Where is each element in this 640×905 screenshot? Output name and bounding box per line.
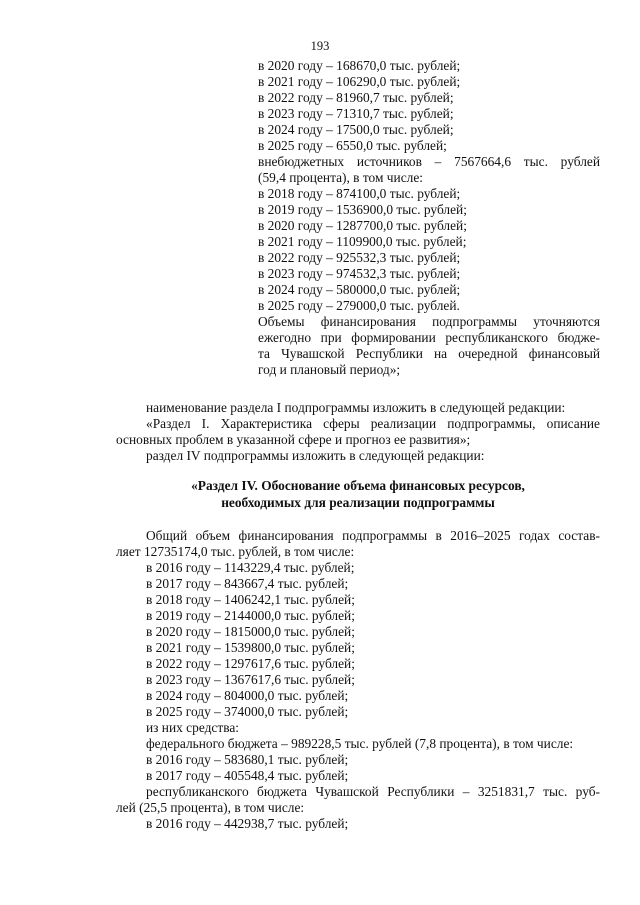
text-line: в 2025 году – 374000,0 тыс. рублей; (146, 704, 349, 719)
text-line: в 2021 году – 106290,0 тыс. рублей; (258, 74, 461, 89)
text-line: в 2022 году – 1297617,6 тыс. рублей; (146, 656, 355, 671)
heading-line: необходимых для реализации подпрограммы (221, 495, 495, 510)
text-line: в 2020 году – 1287700,0 тыс. рублей; (258, 218, 467, 233)
text-line: Объемы финансирования подпрограммы уточняются (258, 314, 600, 329)
text-line: год и плановый период»; (258, 362, 401, 377)
text-line: ляет 12735174,0 тыс. рублей, в том числе: (116, 544, 355, 559)
text-line: «Раздел I. Характеристика сферы реализации подпрограммы, описание (146, 416, 600, 431)
text-line: в 2016 году – 583680,1 тыс. рублей; (146, 752, 349, 767)
text-line: та Чувашской Республики на очередной финансовый (258, 346, 600, 361)
text-line: в 2017 году – 405548,4 тыс. рублей; (146, 768, 349, 783)
text-line: в 2024 году – 580000,0 тыс. рублей; (258, 282, 461, 297)
text-line: федерального бюджета – 989228,5 тыс. рублей (7,8 процента), в том числе: (146, 736, 574, 751)
text-line: в 2021 году – 1109900,0 тыс. рублей; (258, 234, 467, 249)
text-line: Общий объем финансирования подпрограммы в 2016–2025 годах состав- (146, 528, 600, 543)
text-line: в 2019 году – 1536900,0 тыс. рублей; (258, 202, 467, 217)
text-line: в 2018 году – 1406242,1 тыс. рублей; (146, 592, 355, 607)
text-line: республиканского бюджета Чувашской Республики – 3251831,7 тыс. руб- (146, 784, 600, 799)
text-line: в 2023 году – 71310,7 тыс. рублей; (258, 106, 454, 121)
page-number: 193 (310, 39, 330, 53)
text-line: в 2021 году – 1539800,0 тыс. рублей; (146, 640, 355, 655)
heading-line: «Раздел IV. Обоснование объема финансовых ресурсов, (191, 478, 525, 493)
text-line: в 2016 году – 1143229,4 тыс. рублей; (146, 560, 355, 575)
text-line: в 2024 году – 17500,0 тыс. рублей; (258, 122, 454, 137)
text-line: (59,4 процента), в том числе: (258, 170, 423, 185)
text-line: в 2018 году – 874100,0 тыс. рублей; (258, 186, 461, 201)
text-line: в 2017 году – 843667,4 тыс. рублей; (146, 576, 349, 591)
funding-continuation-block (258, 58, 600, 378)
text-line: наименование раздела I подпрограммы изложить в следующей редакции: (146, 400, 566, 415)
text-line: в 2020 году – 168670,0 тыс. рублей; (258, 58, 461, 73)
section-heading (116, 477, 600, 511)
text-line: в 2025 году – 279000,0 тыс. рублей. (258, 298, 460, 313)
funding-body (116, 528, 600, 832)
text-line: в 2023 году – 974532,3 тыс. рублей; (258, 266, 461, 281)
text-line: в 2019 году – 2144000,0 тыс. рублей; (146, 608, 355, 623)
text-line: ежегодно при формировании республиканского бюдже- (258, 330, 600, 345)
text-line: в 2020 году – 1815000,0 тыс. рублей; (146, 624, 355, 639)
amendment-instructions (116, 400, 600, 464)
text-line: в 2022 году – 81960,7 тыс. рублей; (258, 90, 454, 105)
text-line: в 2016 году – 442938,7 тыс. рублей; (146, 816, 349, 831)
text-line: в 2024 году – 804000,0 тыс. рублей; (146, 688, 349, 703)
text-line: основных проблем в указанной сфере и прогноз ее развития»; (116, 432, 471, 447)
text-line: внебюджетных источников – 7567664,6 тыс. рублей (258, 154, 600, 169)
text-line: в 2025 году – 6550,0 тыс. рублей; (258, 138, 447, 153)
text-line: лей (25,5 процента), в том числе: (116, 800, 305, 815)
text-line: в 2023 году – 1367617,6 тыс. рублей; (146, 672, 355, 687)
text-line: из них средства: (146, 720, 240, 735)
text-line: в 2022 году – 925532,3 тыс. рублей; (258, 250, 461, 265)
text-line: раздел IV подпрограммы изложить в следующей редакции: (146, 448, 485, 463)
